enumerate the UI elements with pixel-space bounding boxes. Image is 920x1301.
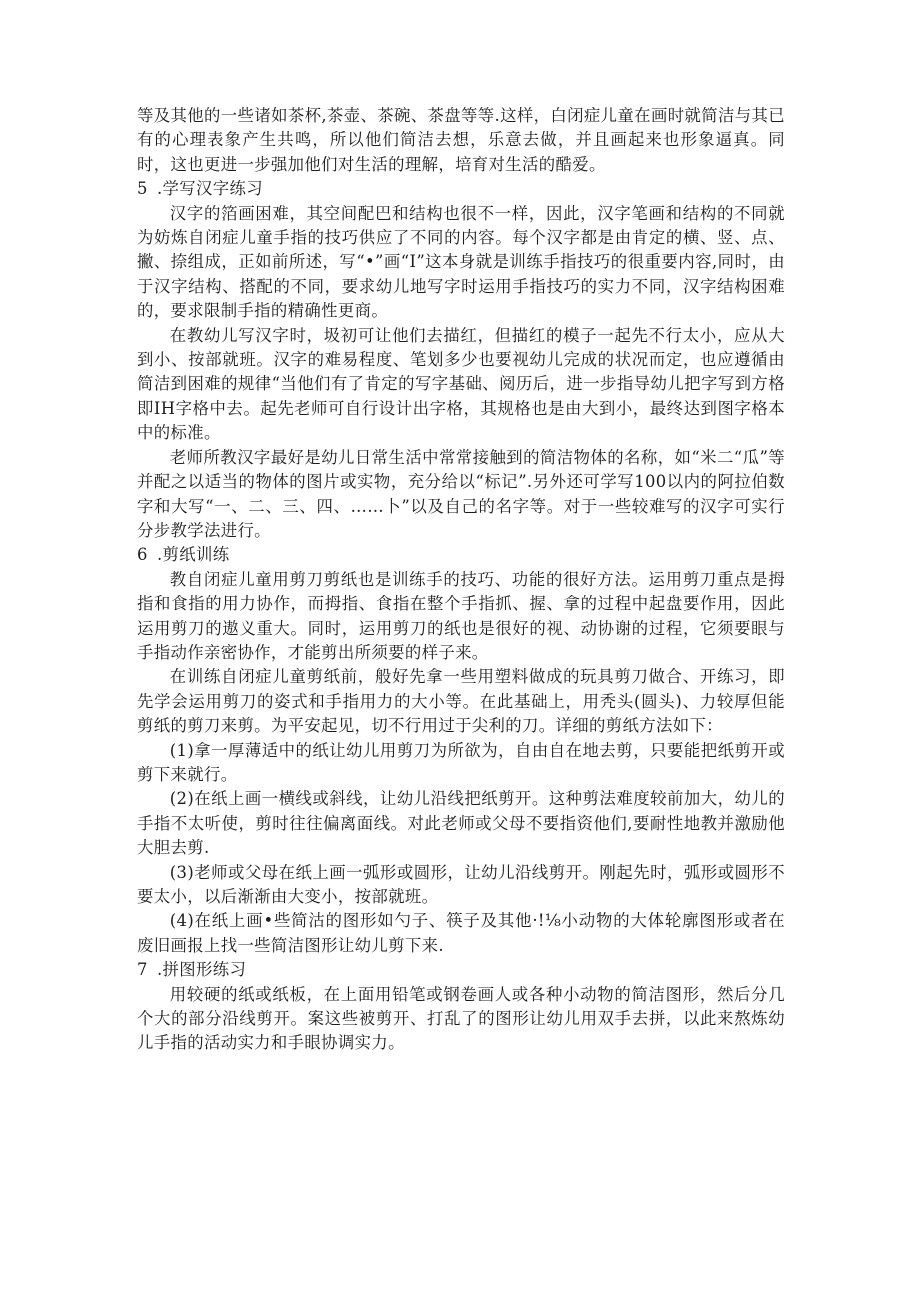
section-heading-5 [137,177,785,201]
section-number: 7 [137,960,148,980]
paragraph-intro: 等及其他的一些诸如茶杯,茶壶、茶碗、茶盘等等.这样，白闭症儿童在画时就简洁与其已有的心理表象产生共鸣，所以他们简洁去想，乐意去做，并且画起来也形象逼真。同时，这也更进一步强加他们对生活的理解，培育对生活的酷爱。 [137,106,785,174]
section-title: .拼图形练习 [157,960,247,980]
list-item: (1)拿一厚薄适中的纸让幼儿用剪刀为所欲为，自由自在地去剪，只要能把纸剪开或剪下来就行。 [137,740,785,784]
list-item: (2)在纸上画一横线或斜线，让幼儿沿线把纸剪开。这种剪法难度较前加大，幼儿的手指不太听使，剪时往往偏离面线。对此老师或父母不要指资他们,要耐性地教并激励他大胆去剪. [137,789,785,858]
paragraph: 汉字的箔画困难，其空间配巴和结构也很不一样，因此，汉字笔画和结构的不同就为妨炼自闭症儿童手指的技巧供应了不同的内容。每个汉字都是由肯定的横、竖、点、撇、捺组成，正如前所述，写“•”画“I”这本身就是训练手指技巧的很重要内容,同时，由于汉字结构、搭配的不同，要求幼儿地写字时运用手指技巧的实力不同，汉字结构困难的，要求限制手指的精确性更商。 [137,203,785,321]
paragraph: 老师所教汉字最好是幼儿日常生活中常常接触到的简洁物体的名称，如“米二“瓜”等并配之以适当的物体的图片或实物，充分给以“标记”.另外还可学写100以内的阿拉伯数字和大写“一、二、三、四、……卜”以及自己的名字等。对于一些较难写的汉字可实行分步教学法进行。 [137,447,785,540]
section-title: .学写汉字练习 [157,179,264,199]
paragraph: 在训练自闭症儿童剪纸前，般好先拿一些用塑料做成的玩具剪刀做合、开练习，即先学会运用剪刀的姿式和手指用力的大小等。在此基础上，用秃头(圆头)、力较厚但能剪纸的剪刀来剪。为平安起见，切不行用过于尖利的刀。详细的剪纸方法如下： [137,667,785,736]
list-item: (3)老师或父母在纸上画一弧形或圆形，让幼儿沿线剪开。刚起先时，弧形或圆形不要太小，以后渐渐由大变小，按部就班。 [137,862,785,906]
section-title: .剪纸训练 [157,545,230,565]
section-heading-7 [137,958,785,982]
paragraph: 在教幼儿写汉字时，圾初可让他们去描红，但描红的模子一起先不行太小，应从大到小、按部就班。汉字的难易程度、笔划多少也要视幼儿完成的状况而定，也应遵循由简洁到困难的规律“当他们有了肯定的写字基础、阅历后，进一步指导幼儿把字写到方格即IH字格中去。起先老师可自行设计出字格，其规格也是由大到小，最终达到图字格本中的标准。 [137,325,785,443]
paragraph: 用较硬的纸或纸板，在上面用铅笔或钢卷画人或各种小动物的简洁图形，然后分几个大的部分沿线剪开。案这些被剪开、打乱了的图形让幼儿用双手去拼，以此来熬炼幼儿手指的活动实力和手眼协调实力。 [137,984,785,1053]
list-item: (4)在纸上画•些简沽的图形如勺子、筷子及其他·!⅛小动物的大体轮廓图形或者在废旧画报上找一些简洁图形让幼儿剪下来. [137,911,785,955]
paragraph: 教自闭症儿童用剪刀剪纸也是训练手的技巧、功能的很好方法。运用剪刀重点是拇指和食指的用力协作，而拇指、食指在整个手指抓、握、拿的过程中起盘要作用，因此运用剪刀的遨义重大。同时，运用剪刀的纸也是很好的视、动协谢的过程，它须要眼与手指动作亲密协作，才能剪出所须要的样子来。 [137,569,785,662]
document-body [137,104,785,1056]
section-number: 5 [137,179,148,199]
section-number: 6 [137,545,148,565]
section-heading-6 [137,543,785,567]
